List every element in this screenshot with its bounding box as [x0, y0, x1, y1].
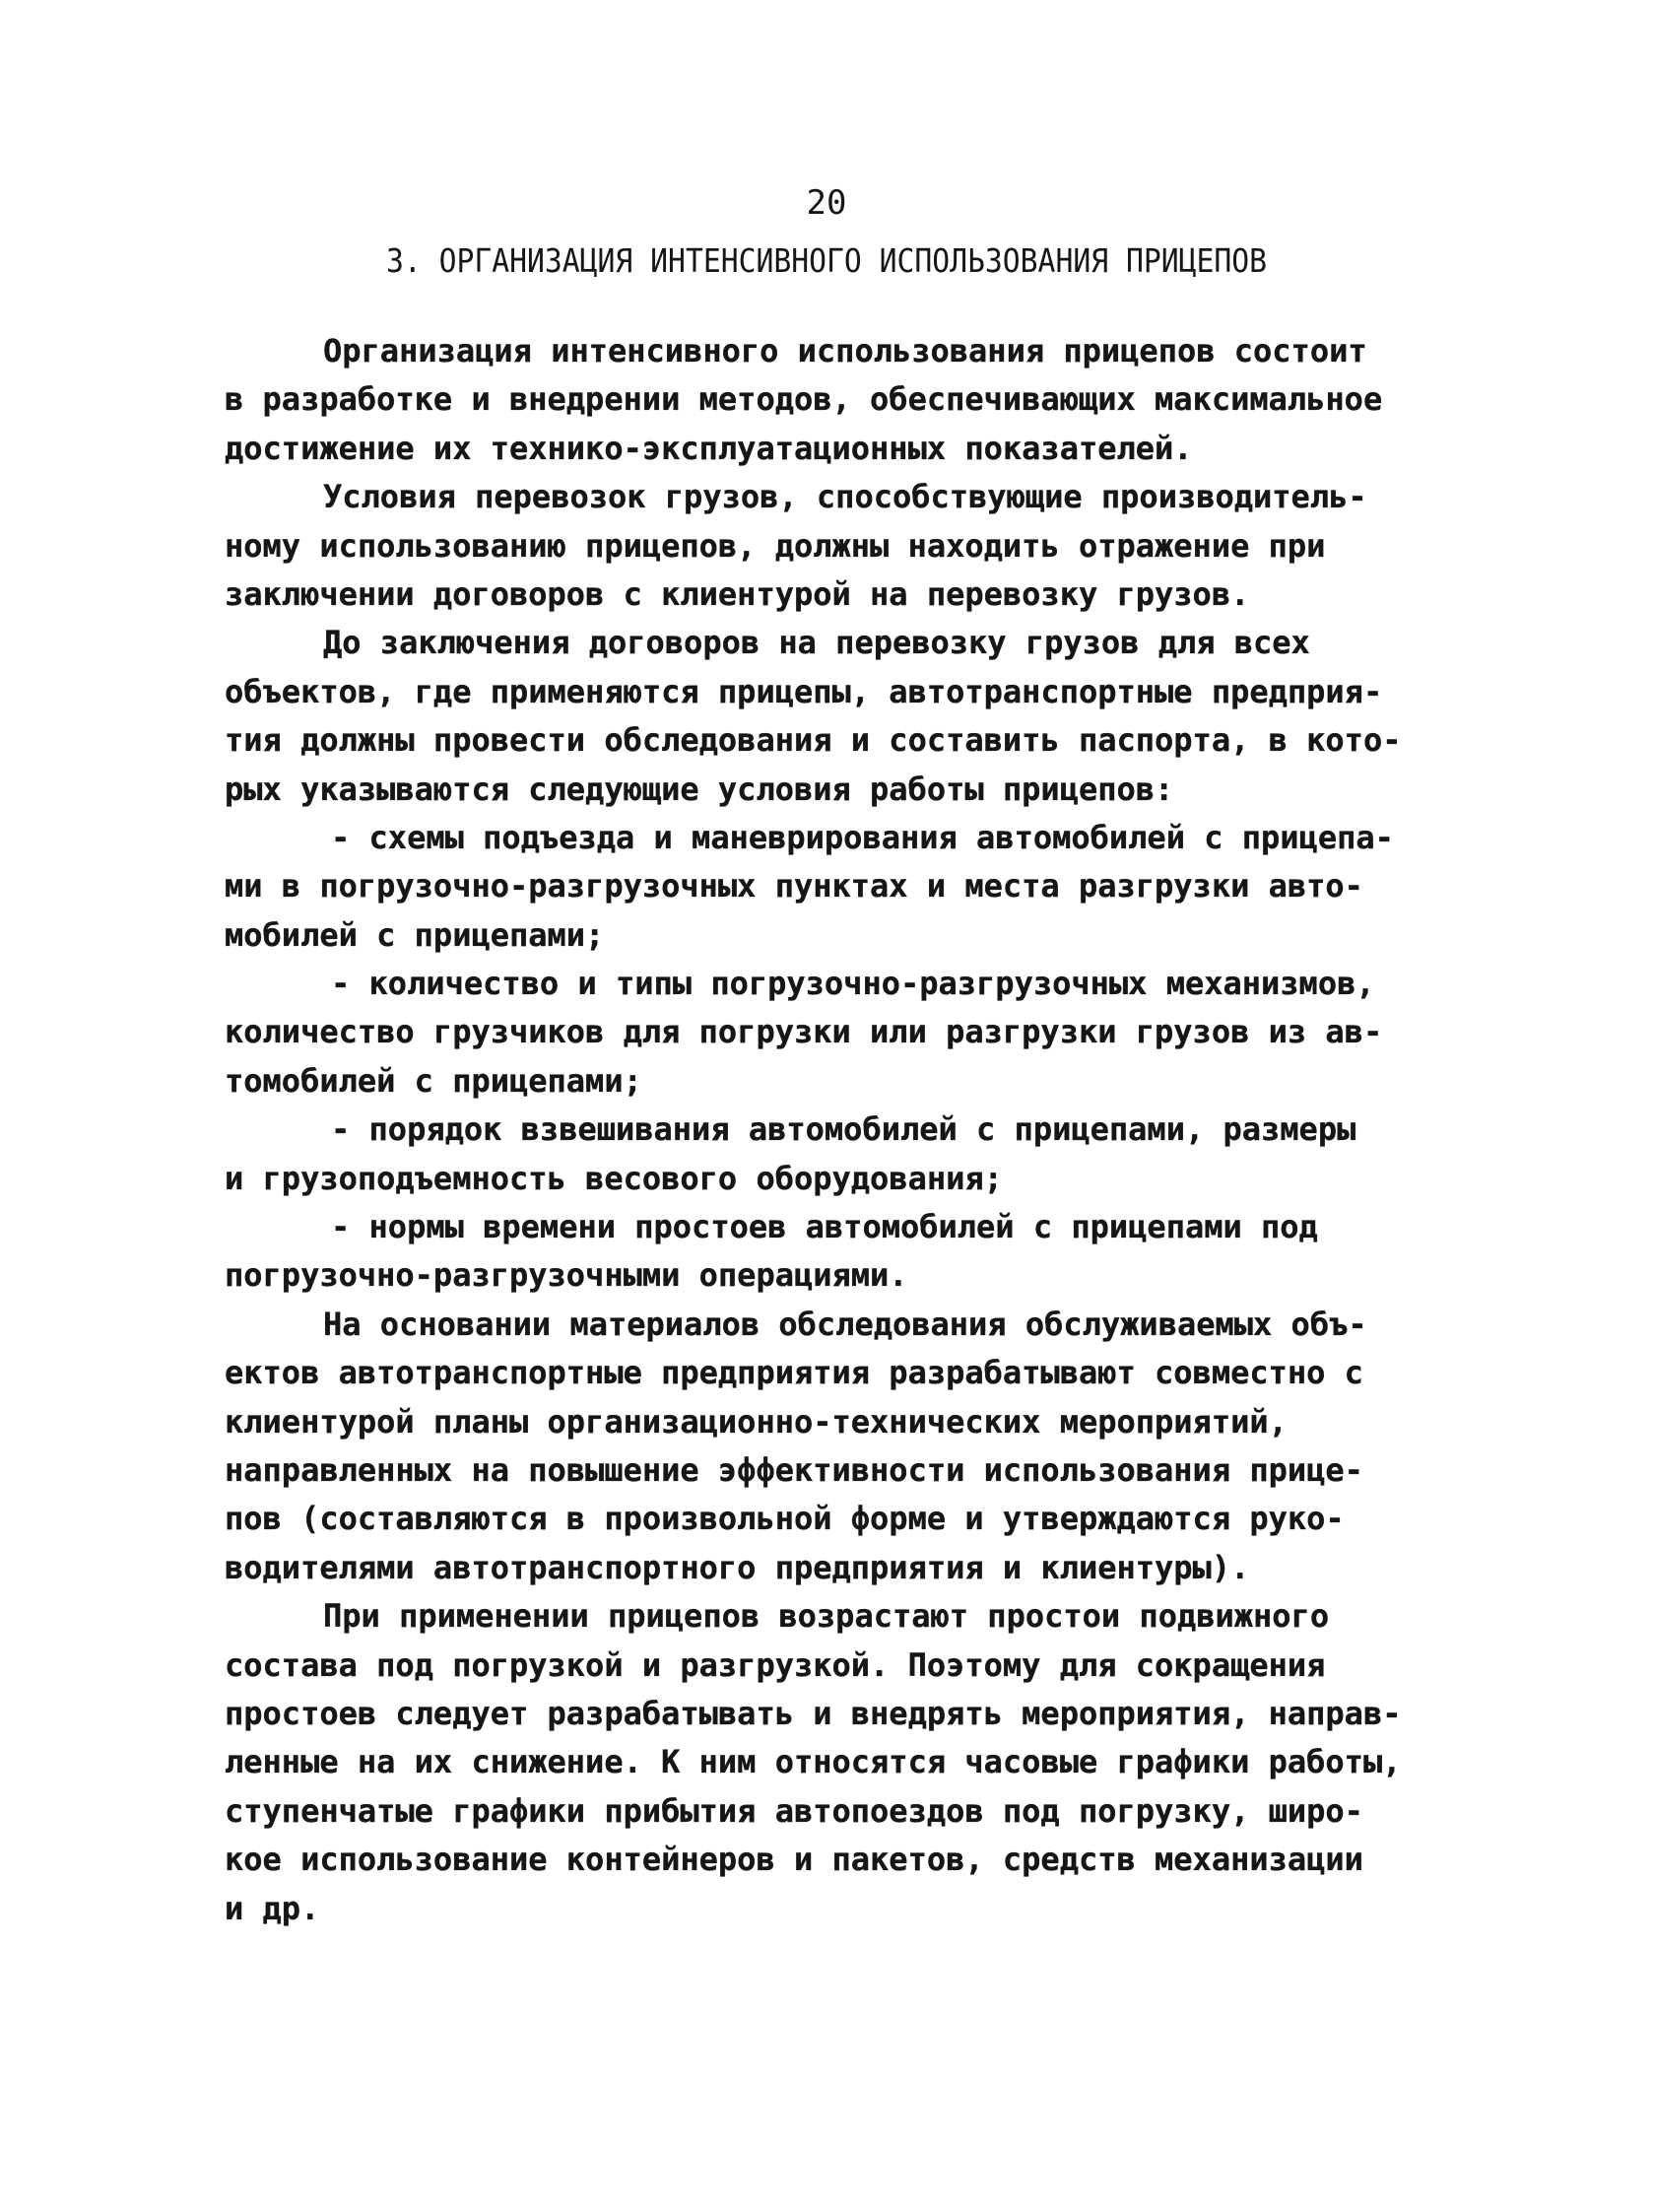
text-line: ми в погрузочно-разгрузочных пунктах и места разгрузки авто-	[225, 867, 1363, 905]
text-line: объектов, где применяются прицепы, автотранспортные предприя-	[225, 672, 1383, 710]
text-line: ступенчатые графики прибытия автопоездов под погрузку, широ-	[225, 1791, 1363, 1830]
text-line: кое использование контейнеров и пакетов, средств механизации	[225, 1841, 1363, 1879]
text-line: - порядок взвешивания автомобилей с прицепами, размеры	[331, 1110, 1356, 1149]
text-line: мобилей с прицепами;	[225, 915, 605, 954]
text-line: На основании материалов обследования обслуживаемых объ-	[323, 1305, 1367, 1343]
text-line: ленные на их снижение. К ним относятся часовые графики работы,	[225, 1743, 1402, 1781]
text-line: ектов автотранспортные предприятия разрабатывают совместно с	[225, 1354, 1363, 1392]
text-line: При применении прицепов возрастают простои подвижного	[323, 1597, 1330, 1636]
text-line: заключении договоров с клиентурой на перевозку грузов.	[225, 574, 1250, 613]
text-line: - нормы времени простоев автомобилей с прицепами под	[331, 1208, 1318, 1246]
page-number: 20	[806, 183, 847, 223]
text-line: водителями автотранспортного предприятия и клиентуры).	[225, 1548, 1250, 1586]
text-line: и грузоподъемность весового оборудования;	[225, 1159, 1003, 1197]
text-line: простоев следует разрабатывать и внедрять мероприятия, направ-	[225, 1694, 1402, 1732]
text-line: и др.	[225, 1889, 320, 1927]
text-line: томобилей с прицепами;	[225, 1061, 642, 1100]
text-line: направленных на повышение эффективности использования прице-	[225, 1450, 1363, 1489]
text-line: погрузочно-разгрузочными операциями.	[225, 1256, 908, 1295]
text-line: ному использованию прицепов, должны находить отражение при	[225, 526, 1326, 565]
text-line: количество грузчиков для погрузки или разгрузки грузов из ав-	[225, 1013, 1383, 1051]
text-line: рых указываются следующие условия работы прицепов:	[225, 770, 1174, 808]
text-line: пов (составляются в произвольной форме и утверждаются руко-	[225, 1500, 1345, 1538]
body-text	[225, 327, 1505, 1933]
text-line: состава под погрузкой и разгрузкой. Поэтому для сокращения	[225, 1645, 1326, 1684]
text-line: - количество и типы погрузочно-разгрузочных механизмов,	[331, 965, 1375, 1003]
text-line: тия должны провести обследования и составить паспорта, в кото-	[225, 721, 1402, 760]
text-line: клиентурой планы организационно-технических мероприятий,	[225, 1402, 1288, 1441]
section-title: 3. ОРГАНИЗАЦИЯ ИНТЕНСИВНОГО ИСПОЛЬЗОВАНИЯ ПРИЦЕПОВ	[385, 241, 1268, 280]
text-line: в разработке и внедрении методов, обеспечивающих максимальное	[225, 380, 1383, 419]
text-line: До заключения договоров на перевозку грузов для всех	[323, 624, 1310, 662]
text-line: достижение их технико-эксплуатационных показателей.	[225, 429, 1193, 467]
text-line: Организация интенсивного использования прицепов состоит	[323, 332, 1367, 369]
text-line: Условия перевозок грузов, способствующие производитель-	[323, 478, 1367, 516]
text-line: - схемы подъезда и маневрирования автомобилей с прицепа-	[331, 818, 1394, 856]
